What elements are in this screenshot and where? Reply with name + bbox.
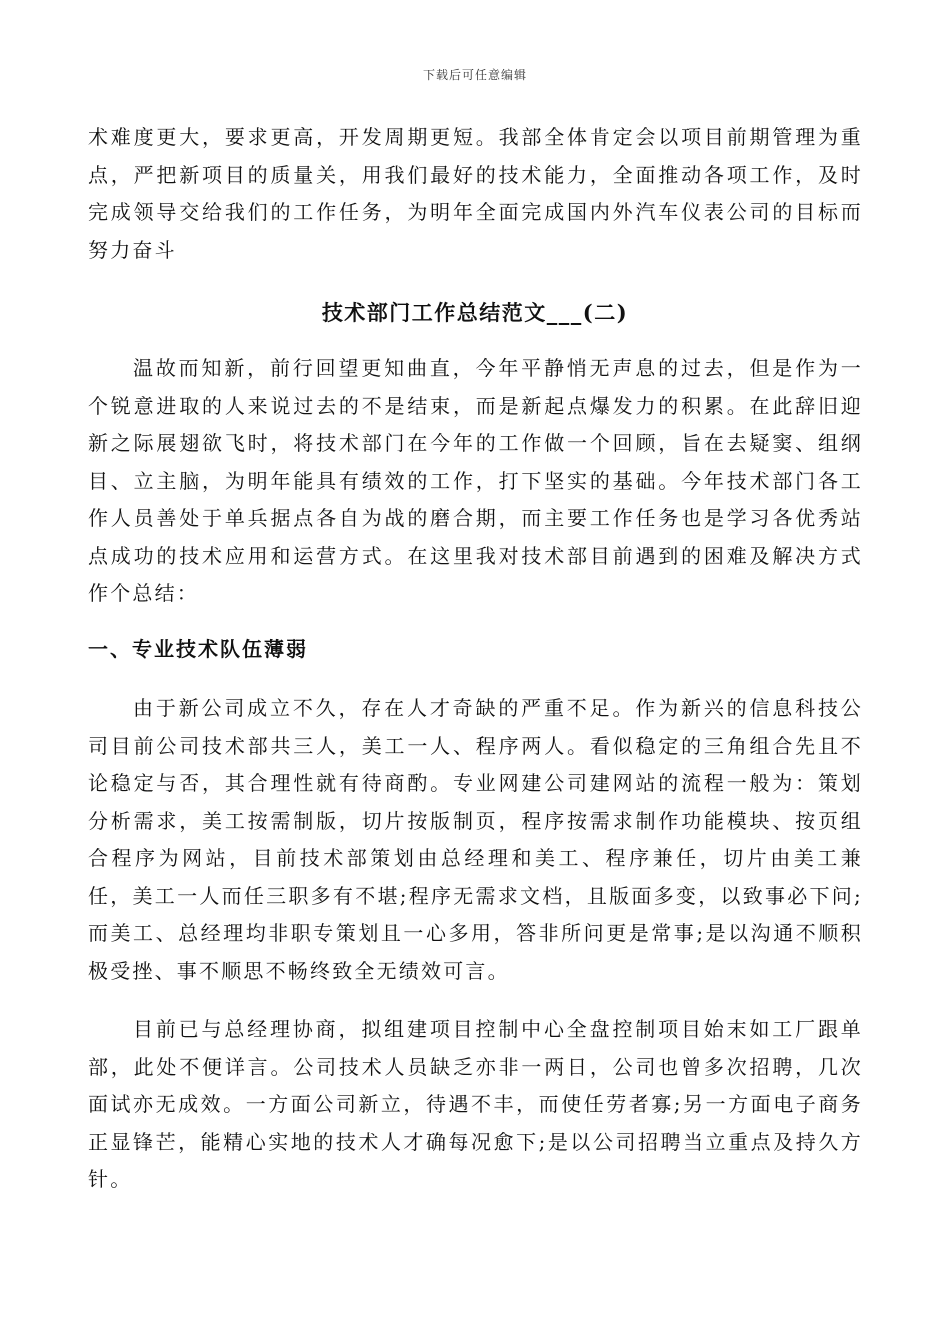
document-title: 技术部门工作总结范文___(二)	[321, 300, 629, 325]
header-note: 下载后可任意编辑	[422, 68, 527, 82]
section-paragraph-1: 由于新公司成立不久，存在人才奇缺的严重不足。作为新兴的信息科技公司目前公司技术部共三人，美工一人、程序两人。看似稳定的三角组合先且不论稳定与否，其合理性就有待商酌。专业网建公司建网站的流程一般为：策划分析需求，美工按需制版，切片按版制页，程序按需求制作功能模块、按页组合程序为网站，目前技术部策划由总经理和美工、程序兼任，切片由美工兼任，美工一人而任三职多有不堪;程序无需求文档，且版面多变，以致事必下问;而美工、总经理均非职专策划且一心多用，答非所问更是常事;是以沟通不顺积极受挫、事不顺思不畅终致全无绩效可言。	[88, 696, 863, 983]
section-heading: 一、专业技术队伍薄弱	[88, 637, 308, 661]
continued-paragraph: 术难度更大，要求更高，开发周期更短。我部全体肯定会以项目前期管理为重点，严把新项目的质量关，用我们最好的技术能力，全面推动各项工作，及时完成领导交给我们的工作任务，为明年全面完成国内外汽车仪表公司的目标而努力奋斗	[88, 125, 863, 262]
section-paragraph-2: 目前已与总经理协商，拟组建项目控制中心全盘控制项目始末如工厂跟单部，此处不便详言。公司技术人员缺乏亦非一两日，公司也曾多次招聘，几次面试亦无成效。一方面公司新立，待遇不丰，而使任劳者寡;另一方面电子商务正显锋芒，能精心实地的技术人才确每况愈下;是以公司招聘当立重点及持久方针。	[88, 1017, 863, 1191]
intro-paragraph: 温故而知新，前行回望更知曲直，今年平静悄无声息的过去，但是作为一个锐意进取的人来说过去的不是结束，而是新起点爆发力的积累。在此辞旧迎新之际展翅欲飞时，将技术部门在今年的工作做一个回顾，旨在去疑窦、组纲目、立主脑，为明年能具有绩效的工作，打下坚实的基础。今年技术部门各工作人员善处于单兵据点各自为战的磨合期，而主要工作任务也是学习各优秀站点成功的技术应用和运营方式。在这里我对技术部目前遇到的困难及解决方式作个总结：	[88, 356, 863, 605]
